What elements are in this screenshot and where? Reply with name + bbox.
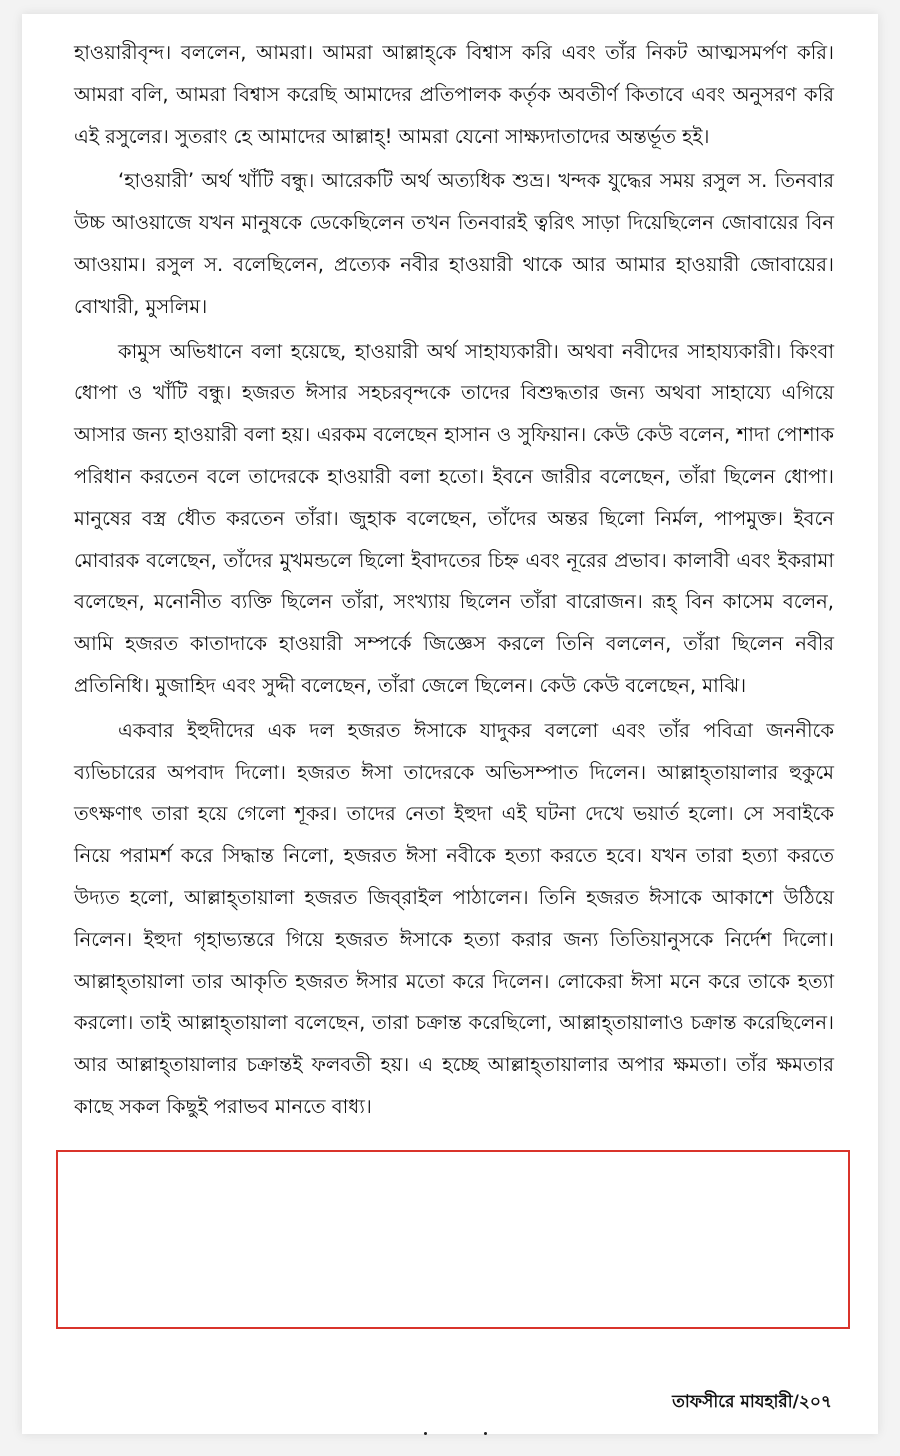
scan-speck <box>484 1432 487 1435</box>
page-footer: তাফসীরে মাযহারী/২০৭ <box>672 1392 832 1412</box>
paragraph-4: একবার ইহুদীদের এক দল হজরত ঈসাকে যাদুকর বললো এবং তাঁর পবিত্রা জননীকে ব্যভিচারের অপবাদ দিলো। হজরত ঈসা তাদেরকে অভিসম্পাত দিলেন। আল্লাহ্‌তায়ালার হুকুমে তৎক্ষণাৎ তারা হয়ে গেলো শূকর। তাদের নেতা ইহুদা এই ঘটনা দেখে ভয়ার্ত হলো। সে সবাইকে নিয়ে পরামর্শ করে সিদ্ধান্ত নিলো, হজরত ঈসা নবীকে হত্যা করতে হবে। যখন তারা হত্যা করতে উদ্যত হলো, আল্লাহ্‌তায়ালা হজরত জিব্‌রাইল পাঠালেন। তিনি হজরত ঈসাকে আকাশে উঠিয়ে নিলেন। ইহুদা গৃহাভ্যন্তরে গিয়ে হজরত ঈসাকে হত্যা করার জন্য তিতিয়ানুসকে নির্দেশ দিলো। আল্লাহ্‌তায়ালা তার আকৃতি হজরত ঈসার মতো করে দিলেন। লোকেরা ঈসা মনে করে তাকে হত্যা করলো। তাই আল্লাহ্‌তায়ালা বলেছেন, তারা চক্রান্ত করেছিলো, আল্লাহ্‌তায়ালাও চক্রান্ত করেছিলেন। আর আল্লাহ্‌তায়ালার চক্রান্তই ফলবতী হয়। এ হচ্ছে আল্লাহ্‌তায়ালার অপার ক্ষমতা। তাঁর ক্ষমতার কাছে সকল কিছুই পরাভব মানতে বাধ্য। <box>74 718 834 1118</box>
scan-speck <box>424 1432 427 1435</box>
paragraph-3: কামুস অভিধানে বলা হয়েছে, হাওয়ারী অর্থ সাহায্যকারী। অথবা নবীদের সাহায্যকারী। কিংবা ধোপা ও খাঁটি বন্ধু। হজরত ঈসার সহচরবৃন্দকে তাদের বিশুদ্ধতার জন্য অথবা সাহায্যে এগিয়ে আসার জন্য হাওয়ারী বলা হয়। এরকম বলেছেন হাসান ও সুফিয়ান। কেউ কেউ বলেন, শাদা পোশাক পরিধান করতেন বলে তাদেরকে হাওয়ারী বলা হতো। ইবনে জারীর বলেছেন, তাঁরা ছিলেন ধোপা। মানুষের বস্ত্র ধৌত করতেন তাঁরা। জুহাক বলেছেন, তাঁদের অন্তর ছিলো নির্মল, পাপমুক্ত। ইবনে মোবারক বলেছেন, তাঁদের মুখমন্ডলে ছিলো ইবাদতের চিহ্ন এবং নূরের প্রভাব। কালাবী এবং ইকরামা বলেছেন, মনোনীত ব্যক্তি ছিলেন তাঁরা, সংখ্যায় ছিলেন তাঁরা বারোজন। রূহ্‌ বিন কাসেম বলেন, আমি হজরত কাতাদাকে হাওয়ারী সম্পর্কে জিজ্ঞেস করলে তিনি বললেন, তাঁরা ছিলেন নবীর প্রতিনিধি। মুজাহিদ এবং সুদ্দী বলেছেন, তাঁরা জেলে ছিলেন। কেউ কেউ বলেছেন, মাঝি। <box>74 339 834 697</box>
document-page <box>22 14 878 1434</box>
paragraph-2: ‘হাওয়ারী’ অর্থ খাঁটি বন্ধু। আরেকটি অর্থ অত্যধিক শুভ্র। খন্দক যুদ্ধের সময় রসুল স. তিনবার উচ্চ আওয়াজে যখন মানুষকে ডেকেছিলেন তখন তিনবারই ত্বরিৎ সাড়া দিয়েছিলেন জোবায়ের বিন আওয়াম। রসুল স. বলেছিলেন, প্রত্যেক নবীর হাওয়ারী থাকে আর আমার হাওয়ারী জোবায়ের। বোখারী, মুসলিম। <box>74 169 834 318</box>
highlight-annotation-box <box>56 1150 850 1329</box>
body-text <box>74 32 834 1128</box>
paragraph-1: হাওয়ারীবৃন্দ। বললেন, আমরা। আমরা আল্লাহ্‌কে বিশ্বাস করি এবং তাঁর নিকট আত্মসমর্পণ করি। আমরা বলি, আমরা বিশ্বাস করেছি আমাদের প্রতিপালক কর্তৃক অবতীর্ণ কিতাবে এবং অনুসরণ করি এই রসুলের। সুতরাং হে আমাদের আল্লাহ্‌! আমরা যেনো সাক্ষ্যদাতাদের অন্তর্ভূত হই। <box>74 41 834 148</box>
